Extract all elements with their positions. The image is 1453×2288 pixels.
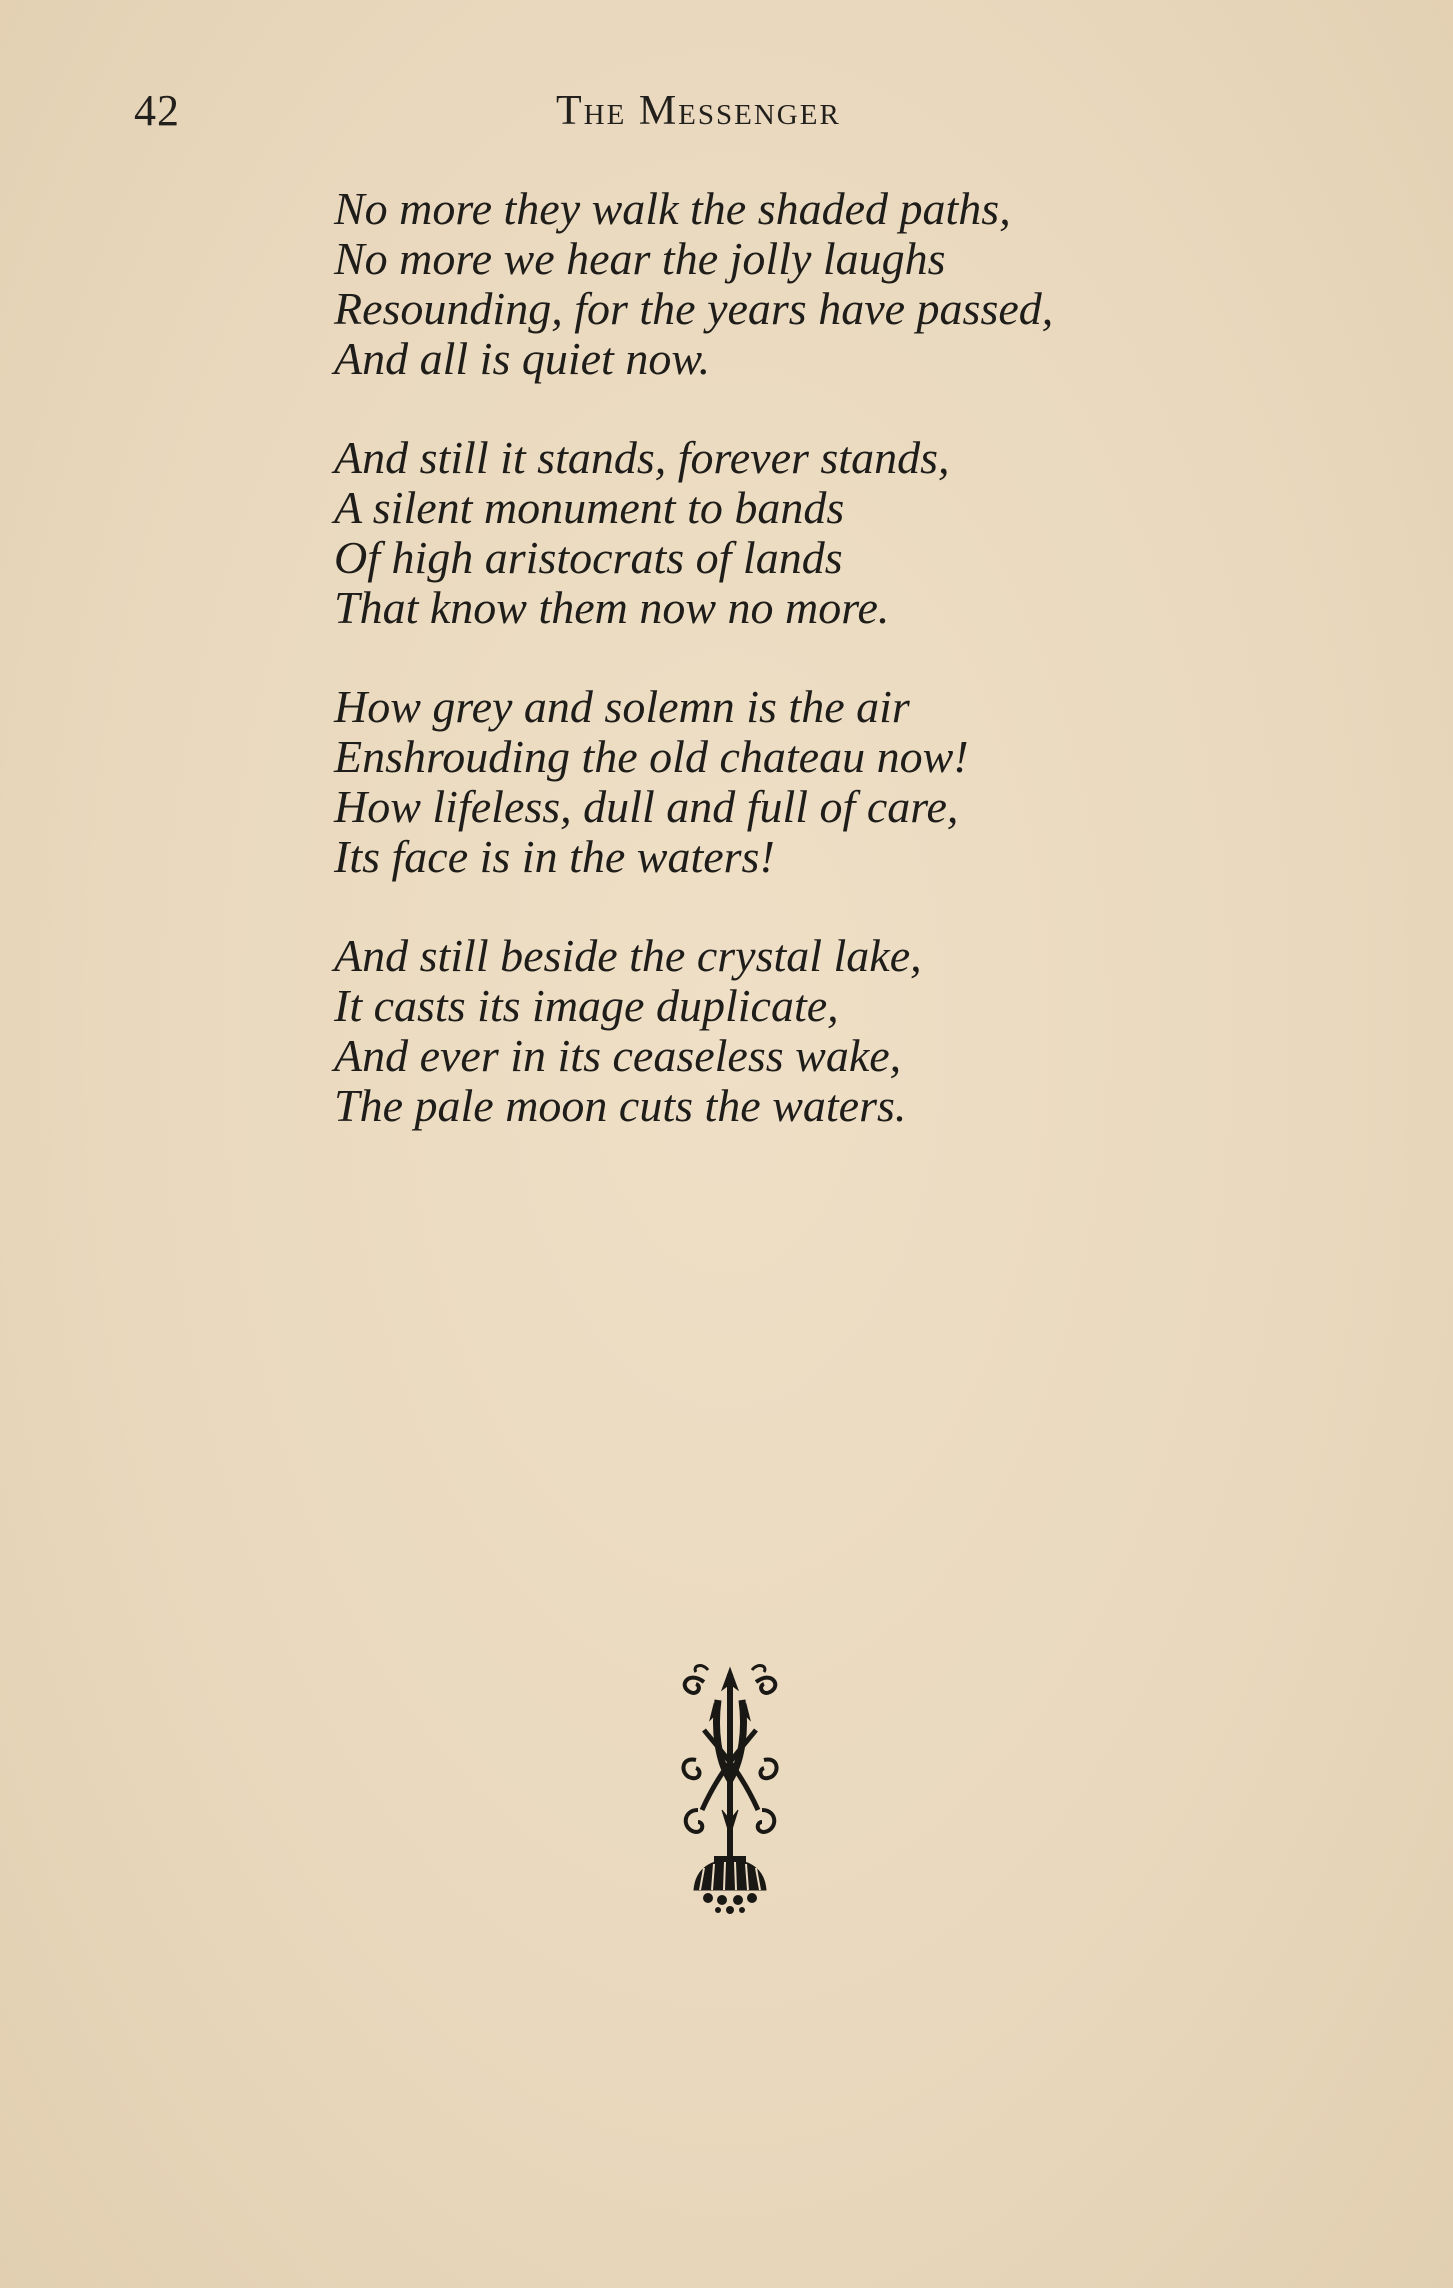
poem-line: That know them now no more. [334, 582, 890, 633]
poem-line: And ever in its ceaseless wake, [334, 1030, 902, 1081]
poem-line: A silent monument to bands [334, 482, 845, 533]
stanza [334, 433, 1234, 633]
floral-tailpiece-icon [674, 1660, 786, 1920]
poem-line: How lifeless, dull and full of care, [334, 781, 959, 832]
poem-line: Enshrouding the old chateau now! [334, 731, 969, 782]
poem-line: It casts its image duplicate, [334, 980, 839, 1031]
poem [334, 184, 1234, 1180]
poem-line: How grey and solemn is the air [334, 681, 910, 732]
poem-line: No more they walk the shaded paths, [334, 183, 1011, 234]
running-head: The Messenger [556, 88, 841, 134]
poem-line: Resounding, for the years have passed, [334, 283, 1054, 334]
poem-line: Its face is in the waters! [334, 831, 775, 882]
poem-line: And still it stands, forever stands, [334, 432, 950, 483]
page-number: 42 [134, 86, 180, 135]
stanza [334, 931, 1234, 1131]
poem-line: And all is quiet now. [334, 333, 711, 384]
stanza [334, 184, 1234, 384]
poem-line: The pale moon cuts the waters. [334, 1080, 907, 1131]
poem-line: And still beside the crystal lake, [334, 930, 922, 981]
poem-line: Of high aristocrats of lands [334, 532, 843, 583]
poem-line: No more we hear the jolly laughs [334, 233, 946, 284]
stanza [334, 682, 1234, 882]
